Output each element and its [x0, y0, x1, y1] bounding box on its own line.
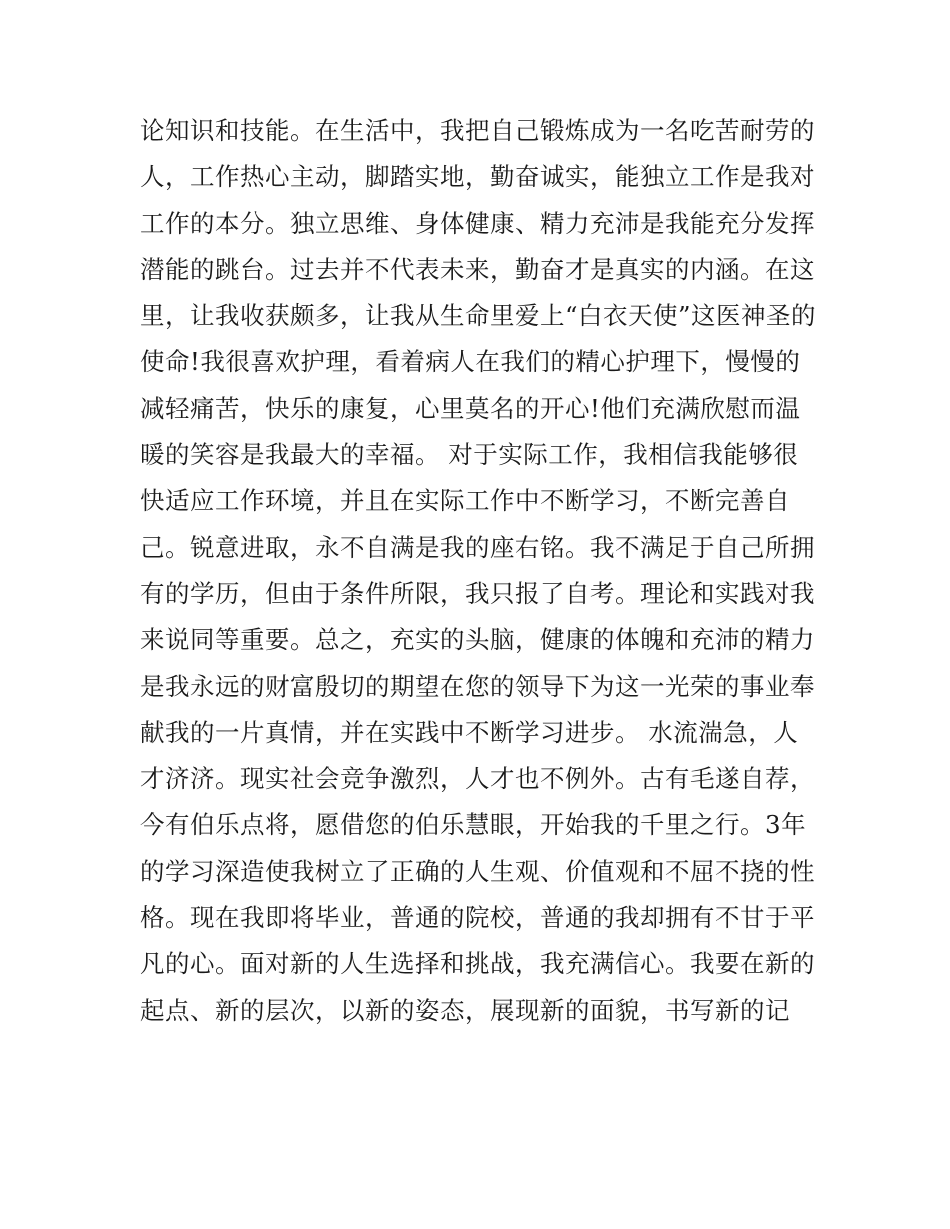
- text-line: 工作的本分。独立思维、身体健康、精力充沛是我能充分发挥: [140, 208, 815, 238]
- text-line: 凡的心。面对新的人生选择和挑战，我充满信心。我要在新的: [140, 949, 815, 979]
- text-line: 减轻痛苦，快乐的康复，心里莫名的开心!他们充满欣慰而温: [140, 393, 801, 423]
- text-line: 格。现在我即将毕业，普通的院校，普通的我却拥有不甘于平: [140, 903, 815, 933]
- text-line: 论知识和技能。在生活中，我把自己锻炼成为一名吃苦耐劳的: [140, 116, 815, 145]
- text-line: 有的学历，但由于条件所限，我只报了自考。理论和实践对我: [140, 578, 815, 608]
- text-line: 暖的笑容是我最大的幸福。 对于实际工作，我相信我能够很: [140, 440, 799, 470]
- text-line: 的学习深造使我树立了正确的人生观、价值观和不屈不挠的性: [140, 856, 815, 886]
- body-text: [140, 108, 820, 1034]
- text-line: 是我永远的财富殷切的期望在您的领导下为这一光荣的事业奉: [140, 671, 815, 701]
- text-line: 今有伯乐点将，愿借您的伯乐慧眼，开始我的千里之行。3年: [140, 810, 807, 840]
- text-line: 起点、新的层次，以新的姿态，展现新的面貌，书写新的记: [140, 995, 790, 1025]
- text-line: 人，工作热心主动，脚踏实地，勤奋诚实，能独立工作是我对: [140, 162, 815, 192]
- text-line: 使命!我很喜欢护理，看着病人在我们的精心护理下，慢慢的: [140, 347, 801, 377]
- text-line: 己。锐意进取，永不自满是我的座右铭。我不满足于自己所拥: [140, 532, 815, 562]
- text-line: 献我的一片真情，并在实践中不断学习进步。 水流湍急，人: [140, 717, 799, 747]
- text-line: 潜能的跳台。过去并不代表未来，勤奋才是真实的内涵。在这: [140, 254, 815, 284]
- text-line: 里，让我收获颇多，让我从生命里爱上“白衣天使”这医神圣的: [140, 301, 817, 331]
- text-line: 才济济。现实社会竞争激烈，人才也不例外。古有毛遂自荐，: [140, 764, 815, 794]
- text-line: 来说同等重要。总之，充实的头脑，健康的体魄和充沛的精力: [140, 625, 815, 655]
- text-line: 快适应工作环境，并且在实际工作中不断学习，不断完善自: [140, 486, 790, 516]
